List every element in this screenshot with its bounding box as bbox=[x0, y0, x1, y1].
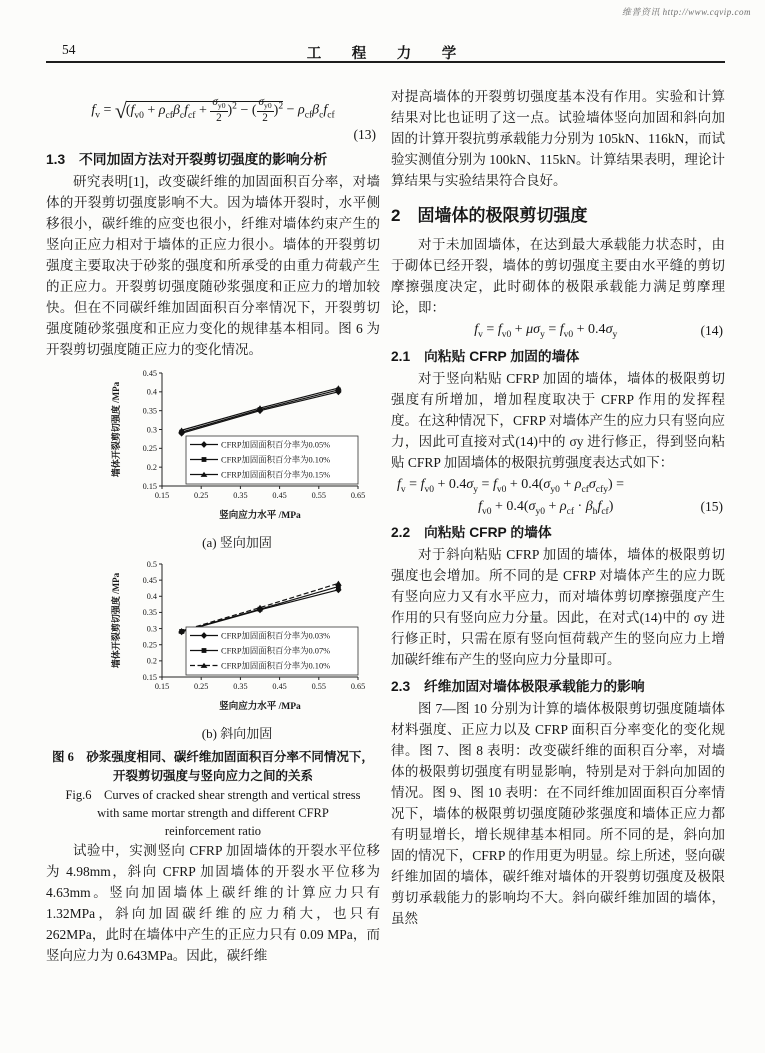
svg-text:墙体开裂剪切强度 /MPa: 墙体开裂剪切强度 /MPa bbox=[111, 572, 121, 668]
svg-text:0.15: 0.15 bbox=[154, 490, 170, 500]
svg-text:0.45: 0.45 bbox=[142, 368, 157, 378]
svg-text:CFRP加固面积百分率为0.03%: CFRP加固面积百分率为0.03% bbox=[221, 631, 331, 641]
formula-15-number: (15) bbox=[700, 499, 723, 515]
svg-text:0.2: 0.2 bbox=[146, 462, 157, 472]
paragraph-right-5: 图 7—图 10 分别为计算的墙体极限剪切强度随墙体材料强度、正应力以及 CFRP 面积百分率变化的变化规律。图 7、图 8 表明：改变碳纤维的面积百分率，对墙体的极限剪切强度有明显影响，特别是对于斜向加固的情况。图 9、图 10 表明：在不同纤维加固面积百分率情况下，墙体的极限剪切强度随砂浆强度和墙体正应力都有明显增长，增长规律基本相同。所不同的是，斜向加固的情况下，CFRP 的作用更为明显。综上所述，竖向碳纤维加固的墙体，碳纤维对墙体的开裂剪切强度及极限剪切承载能力的影响均不大。斜向碳纤维加固的墙体，虽然 bbox=[391, 701, 725, 927]
paragraph-left-2: 试验中，实测竖向 CFRP 加固墙体的开裂水平位移为 4.98mm，斜向 CFRP 加固墙体的开裂水平位移为 4.63mm。竖向加固墙体上碳纤维的计算应力只有 1.32MPa，斜向加固碳纤维的应力稍大，也只有 262MPa，此时在墙体中产生的正应力只有 0.09 MPa，而竖向应力为 0.643MPa。因此，碳纤维 bbox=[46, 842, 380, 963]
svg-text:0.35: 0.35 bbox=[233, 490, 248, 500]
svg-text:0.3: 0.3 bbox=[146, 624, 157, 634]
journal-title: 工 程 力 学 bbox=[306, 46, 465, 62]
right-column bbox=[391, 86, 725, 929]
svg-text:0.2: 0.2 bbox=[146, 656, 157, 666]
svg-text:0.45: 0.45 bbox=[272, 681, 287, 691]
formula-15-line2: $f_{v0} + 0.4(\sigma_{y0} + \rho_{cf} \cdot \beta_hf_{cf})$ bbox=[478, 498, 614, 517]
svg-text:0.55: 0.55 bbox=[311, 681, 326, 691]
svg-text:0.5: 0.5 bbox=[146, 559, 157, 569]
figure-6-caption-en-line2: with same mortar strength and different CFRP bbox=[97, 805, 329, 820]
svg-text:0.45: 0.45 bbox=[142, 575, 157, 585]
figure-6b-subcaption: (b) 斜向加固 bbox=[201, 725, 273, 741]
formula-15-line1-row bbox=[391, 477, 725, 495]
formula-14-number: (14) bbox=[700, 322, 723, 338]
svg-text:CFRP加固面积百分率为0.07%: CFRP加固面积百分率为0.07% bbox=[221, 646, 331, 656]
svg-text:0.4: 0.4 bbox=[146, 387, 157, 397]
section-heading-2-1: 2.1 向粘贴 CFRP 加固的墙体 bbox=[391, 348, 580, 364]
section-heading-2-2: 2.2 向粘贴 CFRP 的墙体 bbox=[391, 525, 552, 541]
figure-6-caption-en-line1: Fig.6 Curves of cracked shear strength and vertical stress bbox=[65, 787, 361, 802]
svg-text:0.35: 0.35 bbox=[142, 608, 157, 618]
page-number: 54 bbox=[62, 42, 76, 57]
paragraph-left-1: 研究表明[1]，改变碳纤维的加固面积百分率，对墙体的开裂剪切强度影响不大。因为墙体开裂时，水平侧移很小，碳纤维的应变也很小，纤维对墙体约束产生的竖向正应力相对于墙体的正应力很小。墙体的开裂剪切强度主要取决于砂浆的强度和所承受的由重力荷载产生的正应力。开裂剪切强度随砂浆强度和正应力的增加较快。但在不同碳纤维加固面积百分率情况下，开裂剪切强度随砂浆强度和正应力变化的规律基本相同。图 6 为开裂剪切强度随正应力的变化情况。 bbox=[46, 173, 380, 357]
formula-15-line1: $f_v = f_{v0} + 0.4\sigma_y = f_{v0} + 0.4(\sigma_{y0} + \rho_{cf}\sigma_{cfy})$ = bbox=[397, 476, 625, 495]
svg-text:0.15: 0.15 bbox=[154, 681, 170, 691]
formula-13-number: (13) bbox=[353, 126, 376, 142]
formula-14-row bbox=[391, 322, 725, 340]
paragraph-right-4: 对于斜向粘贴 CFRP 加固的墙体，墙体的极限剪切强度也会增加。所不同的是 CFRP 对墙体产生的应力既有竖向应力又有水平应力，而对墙体剪切摩擦强度产生作用的只有竖向应力分量。因此，在对式(14)中的 σy 进行修正时，只需在原有竖向恒荷载产生的竖向应力上增加碳纤维布产生的竖向应力分量即可。 bbox=[391, 547, 725, 668]
svg-text:0.25: 0.25 bbox=[194, 490, 209, 500]
svg-text:0.25: 0.25 bbox=[194, 681, 209, 691]
figure-6a bbox=[108, 366, 366, 551]
figure-6-caption-cn-line2: 开裂剪切强度与竖向应力之间的关系 bbox=[112, 768, 313, 783]
section-heading-2: 2 固墙体的极限剪切强度 bbox=[391, 206, 588, 225]
svg-text:0.15: 0.15 bbox=[142, 481, 157, 491]
svg-text:0.45: 0.45 bbox=[272, 490, 287, 500]
svg-text:0.35: 0.35 bbox=[233, 681, 248, 691]
page-header bbox=[46, 41, 725, 63]
section-heading-2-3: 2.3 纤维加固对墙体极限承载能力的影响 bbox=[391, 679, 645, 695]
svg-text:0.25: 0.25 bbox=[142, 443, 157, 453]
svg-text:0.3: 0.3 bbox=[146, 425, 157, 435]
figure-6a-chart bbox=[108, 366, 366, 531]
svg-text:0.55: 0.55 bbox=[311, 490, 326, 500]
figure-6b-chart bbox=[108, 557, 366, 722]
chart-svg bbox=[108, 557, 366, 717]
svg-text:CFRP加固面积百分率为0.10%: CFRP加固面积百分率为0.10% bbox=[221, 661, 331, 671]
svg-text:CFRP加固面积百分率为0.10%: CFRP加固面积百分率为0.10% bbox=[221, 455, 331, 465]
figure-6-caption-cn-line1: 图 6 砂浆强度相同、碳纤维加固面积百分率不同情况下， bbox=[52, 749, 374, 764]
svg-text:竖向应力水平 /MPa: 竖向应力水平 /MPa bbox=[219, 510, 301, 521]
svg-text:竖向应力水平 /MPa: 竖向应力水平 /MPa bbox=[219, 701, 301, 712]
paragraph-right-3: 对于竖向粘贴 CFRP 加固的墙体，墙体的极限剪切强度有所增加，增加程度取决于 CFRP 作用的发挥程度。在这种情况下，CFRP 对墙体产生的应力只有竖向应力，因此可直接对式(14)中的 σy 进行修正，得到竖向粘贴 CFRP 加固墙体的极限抗剪强度表达式如下： bbox=[391, 370, 725, 470]
cqvip-watermark: 维普资讯 http://www.cqvip.com bbox=[621, 7, 751, 17]
svg-text:0.65: 0.65 bbox=[350, 681, 366, 691]
figure-6b bbox=[108, 557, 366, 742]
svg-text:CFRP加固面积百分率为0.05%: CFRP加固面积百分率为0.05% bbox=[221, 440, 331, 450]
paragraph-right-1: 对提高墙体的开裂剪切强度基本没有作用。实验和计算结果对比也证明了这一点。试验墙体竖向加固和斜向加固的计算开裂抗剪承载能力分别为 105kN、116kN，而试验实测值分别为 100kN、115kN。计算结果表明，理论计算结果与实验结果符合良好。 bbox=[391, 89, 725, 188]
formula-15-line2-row bbox=[391, 499, 725, 517]
figure-6-caption-en-line3: reinforcement ratio bbox=[164, 823, 262, 838]
svg-text:墙体开裂剪切强度 /MPa: 墙体开裂剪切强度 /MPa bbox=[111, 381, 121, 477]
left-column bbox=[46, 86, 380, 966]
svg-text:0.4: 0.4 bbox=[146, 591, 157, 601]
svg-text:0.65: 0.65 bbox=[350, 490, 366, 500]
svg-text:CFRP加固面积百分率为0.15%: CFRP加固面积百分率为0.15% bbox=[221, 470, 331, 480]
svg-text:0.35: 0.35 bbox=[142, 406, 157, 416]
formula-13: $f_v = √(f_{v0} + \rho_{cf}\beta_cf_{cf}$ + $\frac{\sigma_{y0}}{2}$ )$^2$ − ( $\frac{\sigma_{y0}}{2}$ )$^2 - \rho_{cf}\beta_cf_{cf}$ bbox=[91, 96, 335, 124]
paragraph-right-2: 对于未加固墙体，在达到最大承载能力状态时，由于砌体已经开裂，墙体的剪切强度主要由水平缝的剪切摩擦强度决定，此时砌体的极限承载能力满足剪摩理论，即： bbox=[391, 237, 725, 315]
section-heading-1-3: 1.3 不同加固方法对开裂剪切强度的影响分析 bbox=[46, 151, 328, 167]
formula-14: $f_v = f_{v0} + \mu\sigma_y = f_{v0} + 0.4\sigma_y$ bbox=[474, 322, 618, 340]
figure-6a-subcaption: (a) 竖向加固 bbox=[202, 534, 272, 550]
svg-text:0.25: 0.25 bbox=[142, 640, 157, 650]
chart-svg bbox=[108, 366, 366, 526]
svg-text:0.15: 0.15 bbox=[142, 672, 157, 682]
